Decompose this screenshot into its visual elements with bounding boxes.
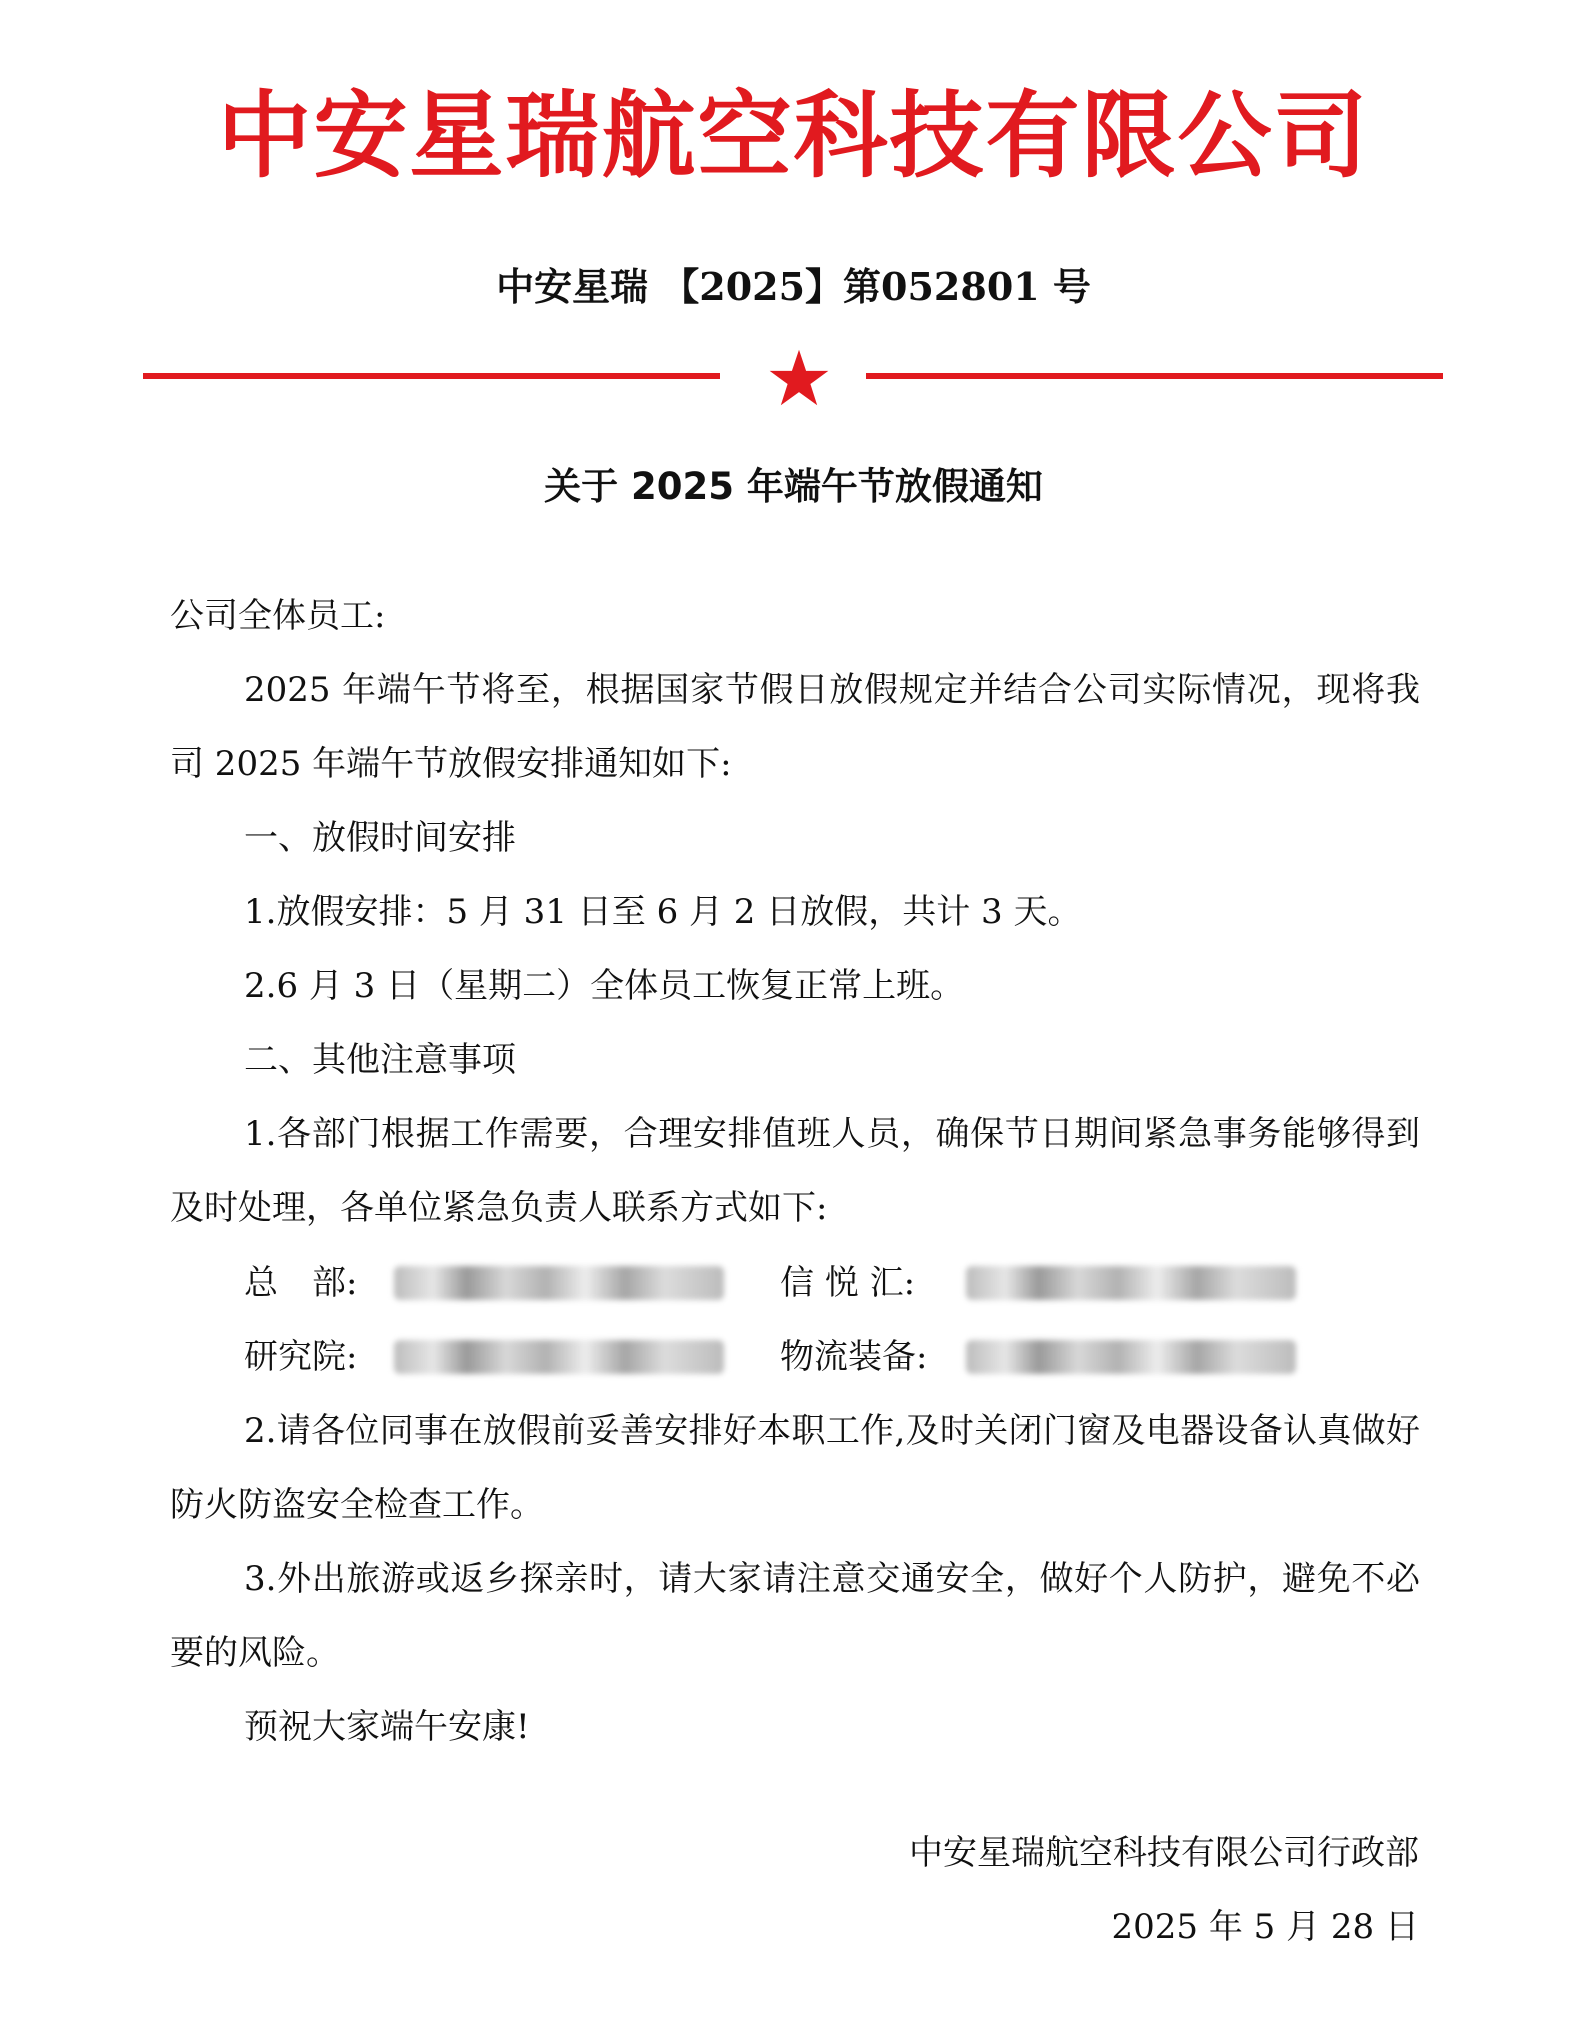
red-divider-right bbox=[866, 373, 1443, 379]
document-number: 中安星瑞 【2025】第052801 号 bbox=[496, 264, 1091, 309]
redacted-contact-logistics bbox=[966, 1340, 1296, 1374]
section2-heading: 二、其他注意事项 bbox=[244, 1040, 516, 1080]
issue-date: 2025 年 5 月 28 日 bbox=[1111, 1907, 1419, 1947]
section2-item2: 2.请各位同事在放假前妥善安排好本职工作,及时关闭门窗及电器设备认真做好防火防盗安全检查工作。 bbox=[170, 1411, 1420, 1525]
contact-row bbox=[244, 1246, 1344, 1320]
contact-label-xinyuehui: 信 悦 汇: bbox=[780, 1263, 916, 1303]
section1-heading: 一、放假时间安排 bbox=[244, 818, 516, 858]
salutation: 公司全体员工: bbox=[170, 596, 386, 636]
intro-paragraph: 2025 年端午节将至，根据国家节假日放假规定并结合公司实际情况，现将我司 2025 年端午节放假安排通知如下: bbox=[170, 670, 1420, 784]
section2-item3: 3.外出旅游或返乡探亲时，请大家请注意交通安全，做好个人防护，避免不必要的风险。 bbox=[170, 1559, 1420, 1673]
redacted-contact-research bbox=[394, 1340, 724, 1374]
closing-greeting: 预祝大家端午安康! bbox=[244, 1707, 530, 1747]
section1-item: 1.放假安排：5 月 31 日至 6 月 2 日放假，共计 3 天。 bbox=[244, 892, 1082, 932]
contact-label-hq: 总 部: bbox=[244, 1263, 358, 1303]
contact-row bbox=[244, 1320, 1344, 1394]
red-divider-left bbox=[143, 373, 720, 379]
signature-block bbox=[909, 1816, 1419, 1964]
notice-body-top bbox=[170, 579, 1420, 1245]
section1-item: 2.6 月 3 日（星期二）全体员工恢复正常上班。 bbox=[244, 966, 965, 1006]
contact-label-research: 研究院: bbox=[244, 1337, 358, 1377]
notice-title: 关于 2025 年端午节放假通知 bbox=[544, 465, 1043, 508]
company-header: 中安星瑞航空科技有限公司 bbox=[217, 82, 1370, 191]
redacted-contact-hq bbox=[394, 1266, 724, 1300]
contact-label-logistics: 物流装备: bbox=[780, 1337, 928, 1377]
section2-item1: 1.各部门根据工作需要，合理安排值班人员，确保节日期间紧急事务能够得到及时处理，各单位紧急负责人联系方式如下: bbox=[170, 1114, 1420, 1228]
issuing-department: 中安星瑞航空科技有限公司行政部 bbox=[909, 1833, 1419, 1873]
redacted-contact-xinyuehui bbox=[966, 1266, 1296, 1300]
notice-body-bottom bbox=[170, 1394, 1420, 1764]
red-star-icon bbox=[769, 348, 829, 408]
